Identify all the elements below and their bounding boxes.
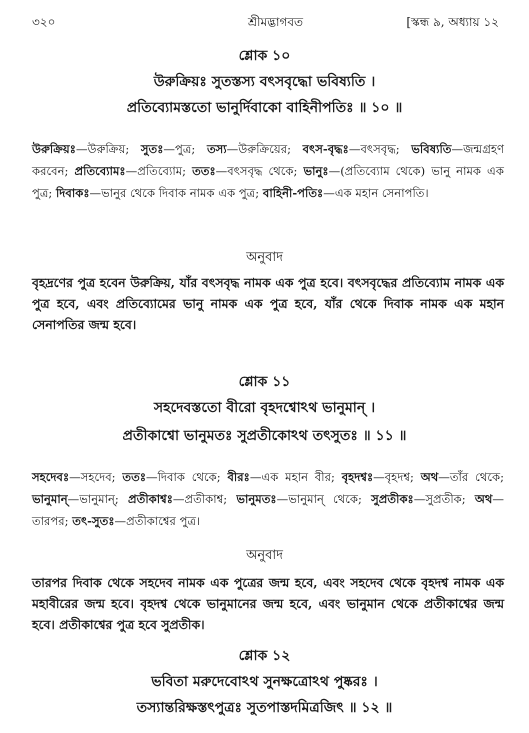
page-number: ৩২০	[32, 15, 56, 29]
synonym-word: ভবিষ্যতি	[411, 142, 452, 156]
verse-11-line-2: প্রতীকাশ্বো ভানুমতঃ সুপ্রতীকোঽথ তৎসুতঃ ॥ ১১ ॥	[122, 428, 407, 444]
synonym-word: বাহিনী-পতিঃ	[262, 186, 324, 200]
verse-12-line-2: তস্যান্তরিক্ষস্তৎপুত্রঃ সুতপাস্তদমিত্রজিৎ ॥ ১২ ॥	[136, 700, 393, 716]
synonym-meaning: —বৎসবৃদ্ধ থেকে;	[215, 164, 304, 178]
synonym-word: প্রতীকাশ্বঃ	[127, 492, 173, 506]
verse-10-label: শ্লোক ১০	[238, 48, 291, 64]
synonym-word: ভানুঃ	[303, 164, 329, 178]
synonym-meaning: —বৎসবৃদ্ধ;	[348, 142, 412, 156]
synonym-word: দিবাকঃ	[55, 186, 90, 200]
verse-10-translation-heading: অনুবাদ	[246, 250, 283, 265]
synonym-meaning: —(প্রতিব্যোম থেকে) ভানু নামক এক পুত্র;	[32, 164, 504, 200]
synonym-meaning: —বৃহদশ্ব;	[373, 470, 421, 484]
chapter-reference: [স্কন্ধ ৯, অধ্যায় ১২	[406, 15, 499, 29]
synonym-word: প্রতিব্যোমঃ	[74, 164, 126, 178]
synonym-word: তৎ-সুতঃ	[72, 514, 115, 528]
synonym-meaning: —প্রতিব্যোম;	[125, 164, 193, 178]
synonym-meaning: —প্রতীকাশ্বের পুত্র।	[114, 514, 201, 528]
verse-11-translation: তারপর দিবাক থেকে সহদেব নামক এক পুত্রের জন্ম হবে, এবং সহদেব থেকে বৃহদশ্ব নামক এক মহাবীরের জন্ম হবে। বৃহদশ্ব থেকে ভানুমানের জন্ম হবে, এবং ভানুমান থেকে প্রতীকাশ্বের জন্ম হবে। প্রতীকাশ্বের পুত্র হবে সুপ্রতীক।	[32, 575, 504, 632]
verse-10-synonyms	[32, 138, 504, 204]
verse-11-label: শ্লোক ১১	[238, 374, 291, 390]
synonym-meaning: —উরুক্রিয়;	[75, 142, 141, 156]
synonym-word: বৎস-বৃদ্ধঃ	[302, 142, 349, 156]
verse-10-line-1: উরুক্রিয়ঃ সুতস্তস্য বৎসবৃদ্ধো ভবিষ্যতি ।	[153, 74, 376, 90]
synonym-word: অথ	[420, 470, 439, 484]
synonym-word: ভানুমতঃ	[236, 492, 277, 506]
synonym-word: সুতঃ	[140, 142, 164, 156]
verse-10-line-2: প্রতিব্যোমস্ততো ভানুর্দিবাকো বাহিনীপতিঃ ॥ ১০ ॥	[126, 100, 403, 116]
synonym-meaning: —উরুক্রিয়ের;	[226, 142, 303, 156]
synonym-meaning: —ভানুর থেকে দিবাক নামক এক পুত্র;	[89, 186, 263, 200]
synonym-meaning: —ভানুমান্;	[67, 492, 128, 506]
verse-12-line-1: ভবিতা মরুদেবোঽথ সুনক্ষত্রোঽথ পুষ্করঃ ।	[151, 674, 378, 690]
synonym-meaning: —এক মহান সেনাপতি।	[323, 186, 429, 200]
book-title: শ্রীমদ্ভাগবত	[248, 15, 304, 29]
synonym-word: ততঃ	[192, 164, 216, 178]
verse-12-label: শ্লোক ১২	[238, 648, 291, 664]
synonym-word: সুপ্রতীকঃ	[371, 492, 414, 506]
verse-11-translation-heading: অনুবাদ	[246, 548, 283, 563]
synonym-word: তস্য	[206, 142, 227, 156]
synonym-meaning: —জন্মগ্রহণ করবেন;	[32, 142, 504, 178]
synonym-word: সহদেবঃ	[32, 470, 70, 484]
synonym-meaning: —দিবাক থেকে;	[146, 470, 228, 484]
synonym-meaning: —পুত্র;	[163, 142, 207, 156]
synonym-meaning: —তাঁর থেকে;	[438, 470, 505, 484]
synonym-word: অথ	[474, 492, 493, 506]
verse-11-synonyms	[32, 466, 504, 532]
verse-11-line-1: সহদেবস্ততো বীরো বৃহদশ্বোঽথ ভানুমান্ ।	[153, 400, 376, 416]
synonym-word: বীরঃ	[227, 470, 250, 484]
synonym-meaning: —সহদেব;	[69, 470, 123, 484]
synonym-word: ততঃ	[122, 470, 147, 484]
synonym-word: ভানুমান্	[32, 492, 68, 506]
verse-10-translation: বৃহদ্রণের পুত্র হবেন উরুক্রিয়, যাঁর বৎসবৃদ্ধ নামক এক পুত্র হবে। বৎসবৃদ্ধের প্রতিব্যোম নামক এক পুত্র হবে, এবং প্রতিব্যোমের ভানু নামক এক পুত্র হবে, যাঁর থেকে দিবাক নামক এক মহান সেনাপতির জন্ম হবে।	[32, 275, 504, 332]
synonym-meaning: —সুপ্রতীক;	[413, 492, 475, 506]
synonym-word: উরুক্রিয়ঃ	[32, 142, 76, 156]
synonym-meaning: —এক মহান বীর;	[249, 470, 342, 484]
synonym-meaning: —তারপর;	[32, 492, 505, 528]
page-header	[32, 14, 499, 32]
synonym-meaning: —প্রতীকাশ্ব;	[172, 492, 237, 506]
synonym-word: বৃহদশ্বঃ	[341, 470, 374, 484]
synonym-meaning: —ভানুমান্ থেকে;	[276, 492, 372, 506]
